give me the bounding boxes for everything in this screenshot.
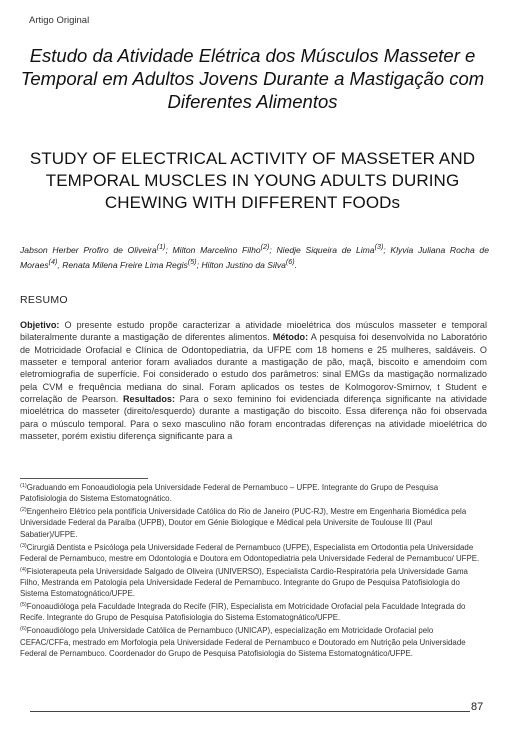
footnotes <box>20 482 485 661</box>
footnote: $^{(4)}$Fisioterapeuta pela Universidade Salgado de Oliveira (UNIVERSO), Especialista Cardio-Respiratória pela Universidade Gama Filho, Mestranda em Patologia pela Universidade Federal de Pernambuco. Integrante do Grupo de Pesquisa Patofisiologia do Sistema Estomatognático/UFPE. <box>20 566 468 599</box>
author: Niedje Siqueira de Lima$^{(3)}$; <box>276 243 391 255</box>
author-list <box>20 241 489 271</box>
article-title-english: STUDY OF ELECTRICAL ACTIVITY OF MASSETER AND TEMPORAL MUSCLES IN YOUNG ADULTS DURING CHEWING WITH DIFFERENT FOODs <box>29 149 476 212</box>
method-text: A pesquisa foi desenvolvida no Laboratório de Motricidade Orofacial e Clínica de Odontopediatria, da UFPE com 18 homens e 25 mulheres, saldáveis. O masseter e temporal anterior foram avaliados durante a mastigação de pão, maçã, biscoito e amendoim com eletromiografia de superfície. Foi considerado o estudo dos parâmetros: sinal EMGs da mastigação normalizado pela CVM e frequência mediana do sinal. Foram aplicados os testes de Kolmogorov-Smirnov, t Student e correlação de Pearson. <box>20 332 487 405</box>
results-text: Para o sexo feminino foi evidenciada diferença significante na atividade mioelétrica do masseter (direito/esquerdo) durante a mastigação do biscoito. Essa diferença não foi observada para o músculo temporal. Para o sexo masculino não foram encontradas diferenças na atividade mioelétrica do masseter, porém existiu diferença significante para a <box>20 394 487 442</box>
footnote: $^{(3)}$Cirurgiã Dentista e Psicóloga pela Universidade Federal de Pernambuco (UFPE), Especialista em Ortodontia pela Universidade Federal de Pernambuco, mestre em Odontologia e Doutora em Odontopediatria pela Universidade Federal de Pernambuco/ UFPE. <box>20 542 480 563</box>
method-label: Método: <box>272 332 309 343</box>
author: Klyvia Juliana Rocha de Moraes$^{(4)}$, <box>20 244 489 270</box>
author: Milton Marcelino Filho$^{(2)}$; <box>172 243 277 255</box>
abstract-body <box>20 319 487 442</box>
author: Renata Milena Freire Lima Regis$^{(5)}$; <box>62 257 202 270</box>
footnote: $^{(5)}$Fonoaudióloga pela Faculdade Integrada do Recife (FIR), Especialista em Motricidade Orofacial pela Faculdade Integrada do Recife. Integrante do Grupo de Pesquisa Patofisiologia do Sistema Estomatognático/UFPE. <box>20 602 466 623</box>
abstract-heading: RESUMO <box>20 294 68 306</box>
page-number: 87 <box>471 701 484 713</box>
footnote: $^{(6)}$Fonoaudiólogo pela Universidade Católica de Pernambuco (UNICAP), especialização em Motricidade Orofacial pelo CEFAC/CFFa, mestrado em Morfologia pela Universidade Federal de Pernambuco e Doutorado em Nutrição pela Universidade Federal de Pernambuco. Coordenador do Grupo de Pesquisa Patofisiologia do Sistema Estomatognático/UFPE. <box>20 626 466 658</box>
footnote-divider <box>20 478 148 479</box>
objective-text: O presente estudo propõe caracterizar a atividade mioelétrica dos músculos masseter e temporal bilateralmente durante a mastigação de diferentes alimentos. <box>20 320 487 343</box>
author: Jabson Herber Profiro de Oliveira$^{(1)}$; <box>20 243 173 255</box>
page-footer-rule <box>30 711 470 712</box>
author: Hilton Justino da Silva$^{(6)}$. <box>201 257 298 270</box>
results-label: Resultados: <box>122 394 175 405</box>
section-label: Artigo Original <box>29 15 90 26</box>
footnote: $^{(1)}$Graduando em Fonoaudiologia pela Universidade Federal de Pernambuco – UFPE. Integrante do Grupo de Pesquisa Patofisiologia do Sistema Estomatognático. <box>20 483 439 504</box>
footnote: $^{(2)}$Engenheiro Elétrico pela pontifícia Universidade Católica do Rio de Janeiro (PUC-RJ), Mestre em Engenharia Biomédica pela Universidade Federal da Paraíba (UFPB), Doutor em Génie Biologique e Médical pela Universite de Toulouse III (Paul Sabatier)/UFPE. <box>20 507 467 539</box>
objective-label: Objetivo: <box>20 320 60 330</box>
article-title-portuguese: Estudo da Atividade Elétrica dos Músculos Masseter e Temporal em Adultos Jovens Durante a Mastigação com Diferentes Alimentos <box>20 45 485 112</box>
